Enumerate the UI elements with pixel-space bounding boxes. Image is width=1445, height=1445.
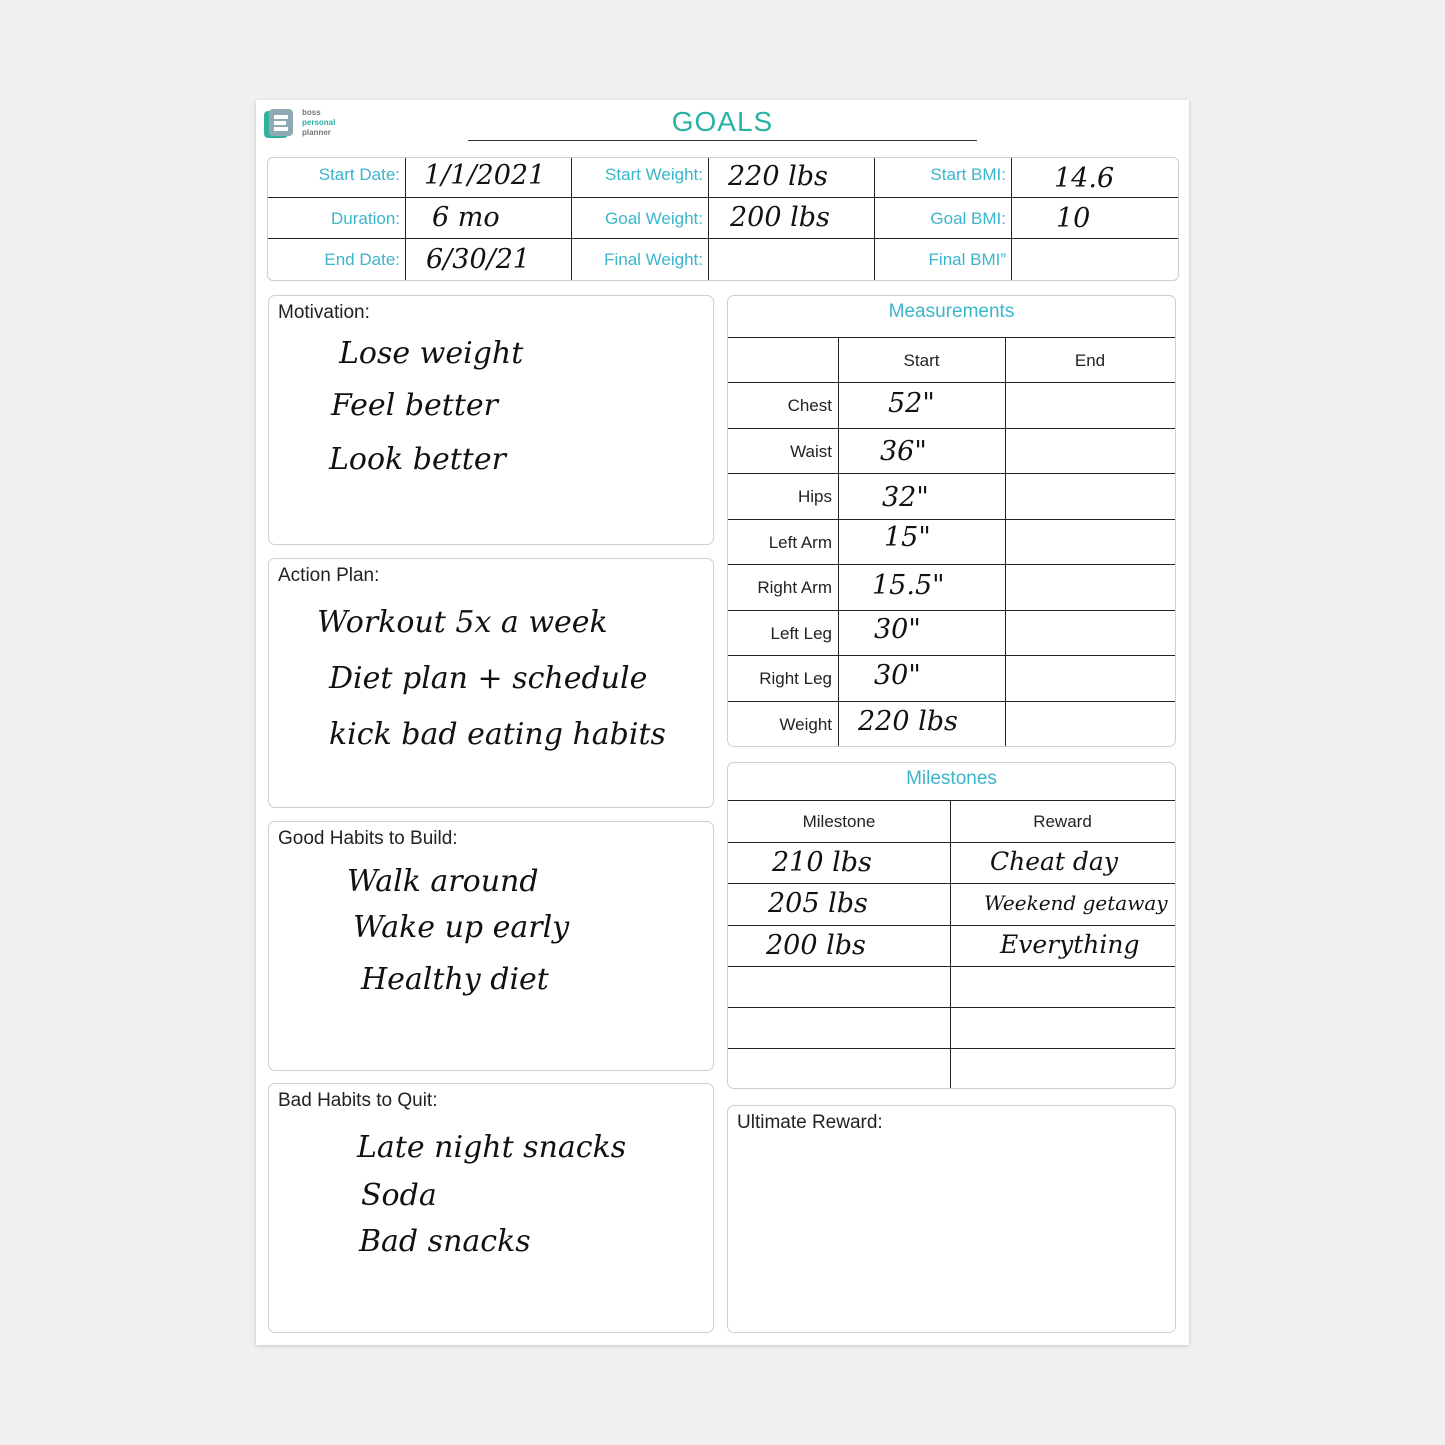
milestone-col-header: Milestone <box>802 812 876 831</box>
milestones-row-divider <box>728 1048 1175 1049</box>
brand-line-1: boss <box>302 108 321 117</box>
milestones-title: Milestones <box>906 768 997 789</box>
measurement-row-label: Weight <box>779 715 832 734</box>
brand-line-2: personal <box>302 118 336 127</box>
measurement-row-label: Hips <box>797 487 832 506</box>
motivation-title: Motivation: <box>278 302 370 323</box>
duration-value[interactable]: 6 mo <box>432 202 500 233</box>
measurements-row-divider <box>728 655 1175 656</box>
milestones-row-divider <box>728 883 1175 884</box>
start-date-label: Start Date: <box>318 165 400 184</box>
measurements-col-divider <box>838 337 839 746</box>
milestones-row-divider <box>728 1007 1175 1008</box>
bad-habits-box[interactable] <box>268 1083 714 1333</box>
goal-weight-label: Goal Weight: <box>605 209 703 228</box>
motivation-line: Look better <box>329 442 506 477</box>
milestones-row-divider <box>728 800 1175 801</box>
measurements-title: Measurements <box>888 301 1015 322</box>
goal-weight-value[interactable]: 200 lbs <box>730 202 830 233</box>
summary-col-divider <box>1011 158 1012 280</box>
measurements-row-divider <box>728 428 1175 429</box>
brand-line-3: planner <box>302 128 331 137</box>
reward-cell[interactable]: Everything <box>1000 930 1140 959</box>
measurements-col-divider <box>1005 337 1006 746</box>
milestones-row-divider <box>728 842 1175 843</box>
measurement-row-label: Waist <box>790 442 832 461</box>
reward-cell[interactable]: Weekend getaway <box>984 891 1168 915</box>
action-plan-line: Workout 5x a week <box>317 605 608 640</box>
measurements-row-divider <box>728 519 1175 520</box>
goals-sheet <box>256 100 1189 1345</box>
measurement-start-value[interactable]: 36" <box>880 436 927 467</box>
measurements-start-header: Start <box>903 351 940 370</box>
start-weight-label: Start Weight: <box>605 165 703 184</box>
bad-habits-line: Soda <box>361 1178 437 1213</box>
milestone-cell[interactable]: 210 lbs <box>772 847 872 878</box>
measurements-table <box>727 295 1176 747</box>
measurement-start-value[interactable]: 15.5" <box>872 570 945 601</box>
goal-bmi-label: Goal BMI: <box>930 209 1006 228</box>
bad-habits-line: Late night snacks <box>357 1130 627 1165</box>
measurements-row-divider <box>728 473 1175 474</box>
end-date-label: End Date: <box>324 250 400 269</box>
start-bmi-value[interactable]: 14.6 <box>1054 163 1115 194</box>
measurement-start-value[interactable]: 52" <box>888 388 935 419</box>
goal-summary-table <box>267 157 1179 281</box>
bad-habits-line: Bad snacks <box>359 1224 531 1259</box>
good-habits-line: Walk around <box>347 864 539 899</box>
measurements-row-divider <box>728 701 1175 702</box>
title-underline <box>468 140 977 141</box>
action-plan-title: Action Plan: <box>278 565 380 586</box>
goal-bmi-value[interactable]: 10 <box>1056 203 1091 234</box>
good-habits-line: Healthy diet <box>361 962 549 997</box>
milestones-row-divider <box>728 925 1175 926</box>
measurement-row-label: Right Leg <box>759 669 832 688</box>
ultimate-reward-box[interactable] <box>727 1105 1176 1333</box>
page-title: GOALS <box>671 106 774 137</box>
measurements-row-divider <box>728 337 1175 338</box>
measurement-start-value[interactable]: 15" <box>884 522 931 553</box>
motivation-line: Feel better <box>331 388 498 423</box>
reward-cell[interactable]: Cheat day <box>990 847 1118 876</box>
start-weight-value[interactable]: 220 lbs <box>728 161 828 192</box>
reward-col-header: Reward <box>1033 812 1092 831</box>
measurements-row-divider <box>728 564 1175 565</box>
summary-col-divider <box>708 158 709 280</box>
measurement-row-label: Left Leg <box>770 624 832 643</box>
good-habits-title: Good Habits to Build: <box>278 828 458 849</box>
measurement-row-label: Left Arm <box>768 533 832 552</box>
final-bmi-label: Final BMI” <box>928 250 1006 269</box>
start-date-value[interactable]: 1/1/2021 <box>424 160 546 191</box>
final-weight-label: Final Weight: <box>604 250 703 269</box>
milestones-col-divider <box>950 800 951 1088</box>
good-habits-line: Wake up early <box>353 910 570 945</box>
measurement-row-label: Right Arm <box>757 578 832 597</box>
measurement-start-value[interactable]: 30" <box>874 614 921 645</box>
start-bmi-label: Start BMI: <box>930 165 1006 184</box>
ultimate-reward-title: Ultimate Reward: <box>737 1112 883 1133</box>
good-habits-box[interactable] <box>268 821 714 1071</box>
measurement-start-value[interactable]: 220 lbs <box>858 706 958 737</box>
summary-col-divider <box>405 158 406 280</box>
measurements-row-divider <box>728 382 1175 383</box>
motivation-line: Lose weight <box>339 336 524 371</box>
motivation-box[interactable] <box>268 295 714 545</box>
bad-habits-title: Bad Habits to Quit: <box>278 1090 438 1111</box>
milestones-table <box>727 762 1176 1089</box>
milestone-cell[interactable]: 200 lbs <box>766 930 866 961</box>
measurements-end-header: End <box>1074 351 1106 370</box>
measurement-start-value[interactable]: 30" <box>874 660 921 691</box>
milestone-cell[interactable]: 205 lbs <box>768 888 868 919</box>
measurements-row-divider <box>728 610 1175 611</box>
milestones-row-divider <box>728 966 1175 967</box>
action-plan-line: kick bad eating habits <box>329 717 666 752</box>
measurement-row-label: Chest <box>787 396 832 415</box>
action-plan-line: Diet plan + schedule <box>329 661 648 696</box>
end-date-value[interactable]: 6/30/21 <box>426 244 531 275</box>
measurement-start-value[interactable]: 32" <box>882 482 929 513</box>
duration-label: Duration: <box>331 209 400 228</box>
action-plan-box[interactable] <box>268 558 714 808</box>
